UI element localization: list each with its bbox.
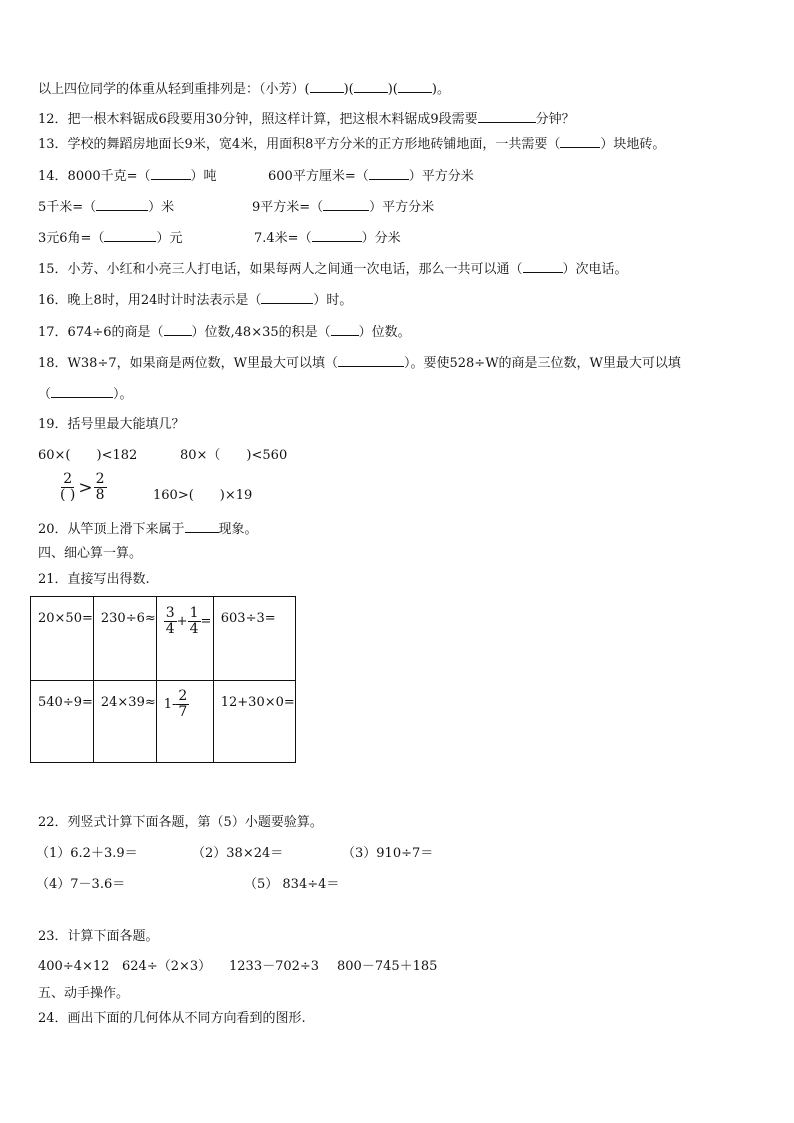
q15-text: 15．小芳、小红和小亮三人打电话，如果每两人之间通一次电话，那么一共可以通（ [38,262,523,277]
denominator: 7 [178,704,188,720]
q18-line-2 [38,385,133,404]
q14-unit: ）米 [148,200,175,215]
calc-cell[interactable] [31,681,94,763]
q18-text: ）。 [113,387,133,402]
q21-title: 21．直接写出得数. [38,572,150,587]
q14-row-1b [268,167,474,186]
calc-cell[interactable] [213,597,295,681]
q17-text: ）位数。 [358,325,411,340]
answer-blank[interactable] [151,167,191,180]
calc-expr: 20×50= [38,611,93,626]
answer-blank[interactable] [560,135,600,148]
calc-cell[interactable] [93,681,156,763]
q16-line [38,291,352,310]
q14-unit: ）平方分米 [369,200,435,215]
denominator: ( ) [60,487,76,503]
denominator: 4 [189,621,199,637]
q22-problem-5: （5） 834÷4＝ [244,877,340,892]
fraction [188,606,201,637]
q22-problem-3: （3）910÷7＝ [342,846,434,861]
answer-blank[interactable] [478,110,536,123]
answer-blank[interactable] [261,291,313,304]
denominator: 4 [165,621,175,637]
q16-text: 16．晚上8时，用24时计时法表示是（ [38,293,262,308]
q19-expr-2: 80×（ )<560 [180,448,288,463]
answer-blank[interactable] [104,229,156,242]
q14-item: 7.4米=（ [254,231,312,246]
q16-tail: ）时。 [313,293,353,308]
answer-blank[interactable] [323,198,369,211]
q17-line [38,323,411,342]
q14-unit: ）平方分米 [408,169,474,184]
q15-line [38,260,628,279]
answer-blank[interactable] [338,354,404,367]
q15-tail: ）次电话。 [562,262,628,277]
q11-text: 以上四位同学的体重从轻到重排列是：（小芳）( [38,82,310,97]
q17-text: ）位数,48×35的积是（ [191,325,331,340]
q23-expr-3: 1233－702÷3 [229,959,320,974]
q22-title: 22．列竖式计算下面各题，第（5）小题要验算。 [38,815,323,830]
q18-line-1 [38,354,681,373]
calc-expr: 24×39≈ [100,695,156,710]
section-4-heading: 四、细心算一算。 [38,546,143,561]
q13-line [38,135,665,154]
answer-blank[interactable] [310,80,344,93]
q13-tail: ）块地砖。 [600,137,666,152]
numerator: 3 [165,605,175,621]
calc-cell[interactable] [156,681,213,763]
q24-line: 24．画出下面的几何体从不同方向看到的图形. [38,1011,306,1026]
q12-line [38,110,575,129]
numerator: 1 [189,605,199,621]
q14-row-3 [38,229,182,248]
calc-cell[interactable] [93,597,156,681]
q14-row-1 [38,167,217,186]
q22-problem-1: （1）6.2＋3.9＝ [36,846,138,861]
calc-cell[interactable] [213,681,295,763]
q14-unit: ）吨 [190,169,217,184]
answer-blank[interactable] [185,520,219,533]
q23-expr-1: 400÷4×12 [38,959,110,974]
fraction [58,472,77,503]
q14-item: 3元6角=（ [38,231,105,246]
fraction [164,606,177,637]
q17-text: 17．674÷6的商是（ [38,325,164,340]
calc-expr: 540÷9= [38,695,93,710]
calc-expr [164,606,212,637]
fraction [176,689,189,720]
q23-title: 23．计算下面各题。 [38,929,159,944]
q14-item: 600平方厘米=（ [268,169,369,184]
answer-blank[interactable] [96,198,148,211]
q22-problem-2: （2）38×24＝ [192,846,284,861]
denominator: 8 [95,487,105,503]
q13-text: 13．学校的舞蹈房地面长9米，宽4米，用面积8平方分米的正方形地砖铺地面，一共需要（ [38,137,561,152]
calc-prefix: 1- [163,697,177,712]
calc-expr: 603÷3= [220,611,276,626]
q14-unit: ）分米 [361,231,401,246]
q18-text: 18．W38÷7，如果商是两位数，W里最大可以填（ [38,356,338,371]
answer-blank[interactable] [354,80,388,93]
q14-row-2b [252,198,434,217]
equals-sign: = [200,614,212,629]
answer-blank[interactable] [523,260,563,273]
calc-cell[interactable] [156,597,213,681]
answer-blank[interactable] [398,80,432,93]
answer-blank[interactable] [312,229,362,242]
numerator: 2 [178,688,188,704]
answer-blank[interactable] [369,167,409,180]
q19-expr-4: 160>( )×19 [153,488,253,503]
q19-title: 19．括号里最大能填几？ [38,417,185,432]
q11-line: 以上四位同学的体重从轻到重排列是：（小芳）( )( )( )。 [38,82,450,97]
q18-text: ）。要使528÷W的商是三位数，W里最大可以填 [403,356,681,371]
calc-expr [164,689,190,720]
q14-unit: ）元 [156,231,183,246]
q14-row-3b [254,229,401,248]
q18-text: （ [38,387,52,402]
q21-calc-table [30,596,296,763]
q23-expr-2: 624÷（2×3） [122,959,212,974]
q19-expr-1: 60×( )<182 [38,448,138,463]
numerator: 2 [63,471,73,487]
q19-fraction-compare [58,472,107,503]
q20-tail: 现象。 [218,522,258,537]
q12-tail: 分钟？ [535,112,575,127]
fraction [94,472,107,503]
section-5-heading: 五、动手操作。 [38,986,130,1001]
greater-sign: > [78,477,93,498]
answer-blank[interactable] [51,385,113,398]
calc-cell[interactable] [31,597,94,681]
answer-blank[interactable] [164,323,192,336]
plus-sign: + [176,614,188,629]
q20-line [38,520,258,539]
numerator: 2 [95,471,105,487]
q14-item: 5千米=（ [38,200,97,215]
q20-text: 20．从竿顶上滑下来属于 [38,522,185,537]
answer-blank[interactable] [331,323,359,336]
q22-problem-4: （4）7－3.6＝ [36,877,126,892]
calc-expr: 230÷6≈ [100,611,156,626]
q12-text: 12．把一根木料锯成6段要用30分钟，照这样计算，把这根木料锯成9段需要 [38,112,478,127]
q14-item: 9平方米=（ [252,200,324,215]
q14-row-2 [38,198,174,217]
q14-item: 14．8000千克=（ [38,169,151,184]
q23-expr-4: 800－745＋185 [337,959,438,974]
calc-expr: 12+30×0= [220,695,295,710]
